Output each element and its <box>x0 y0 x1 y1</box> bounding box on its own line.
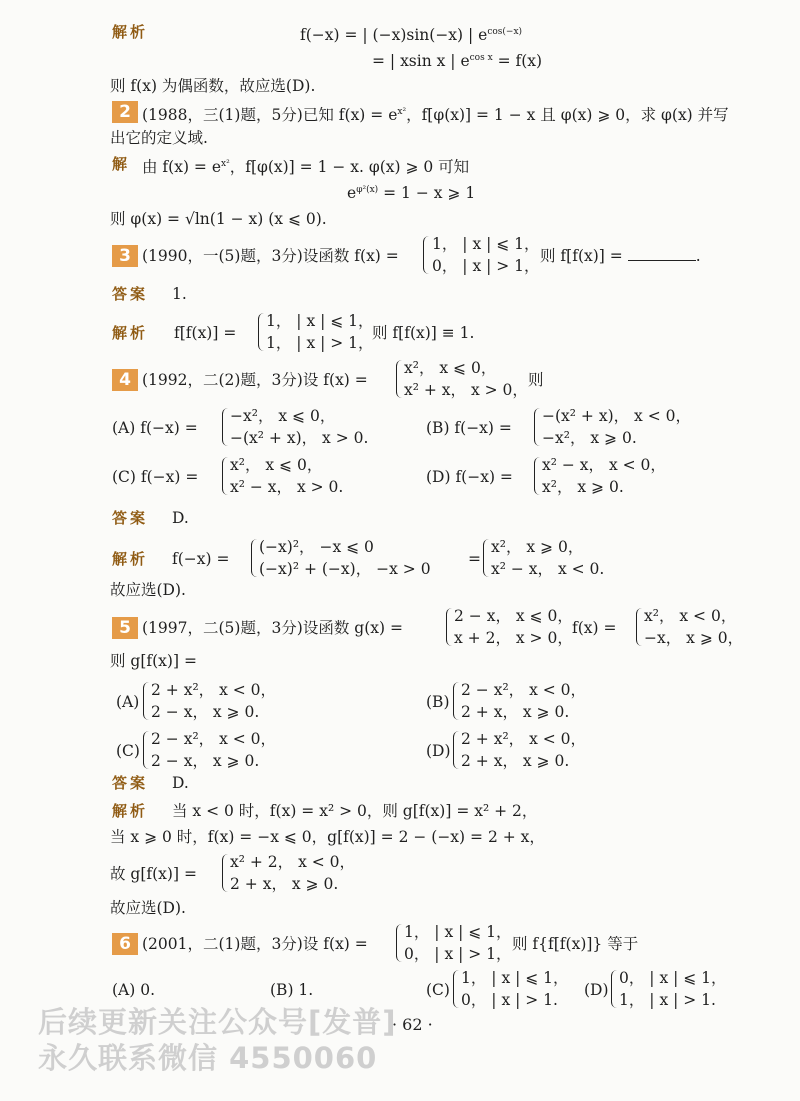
q5-option-c-case1: 2 − x²， x < 0， <box>151 730 277 748</box>
q3-ana-lhs: f[f(x)] = <box>174 324 237 342</box>
question-number-4: 4 <box>112 369 138 391</box>
q3-case2: 0， | x | > 1， <box>432 257 540 275</box>
q3-case1: 1， | x | ⩽ 1， <box>432 235 540 253</box>
watermark-line2: 永久联系微信 4550060 <box>38 1041 378 1075</box>
q5-ana-line1: 当 x < 0 时，f(x) = x² > 0，则 g[f(x)] = x² + 2， <box>172 802 538 820</box>
page-number: · 62 · <box>392 1015 433 1034</box>
q4-option-b-case2: −x²， x ⩾ 0. <box>542 429 637 447</box>
s1-eq2 <box>372 48 542 71</box>
analysis-tag: 解析 <box>112 802 149 820</box>
q4-option-b-case1: −(x² + x)， x < 0， <box>542 407 691 425</box>
q6-c-brace <box>453 970 460 1008</box>
s1-eq2-text: = | xsin x | e <box>372 52 470 71</box>
q5-c-brace <box>143 731 150 769</box>
q4-brace <box>396 360 403 398</box>
q3-ana-case2: 1， | x | > 1， <box>266 334 374 352</box>
q4-d-brace <box>534 457 541 495</box>
q6-d-brace <box>611 970 618 1008</box>
q6-tail: 则 f{f[f(x)]} 等于 <box>512 935 639 953</box>
q4-option-c-case2: x² − x， x > 0. <box>230 478 344 496</box>
q5-option-a-case1: 2 + x²， x < 0， <box>151 681 277 699</box>
analysis-tag: 解析 <box>112 324 149 342</box>
s1-eq2-end: = f(x) <box>492 52 543 71</box>
q5-option-b-case1: 2 − x²， x < 0， <box>461 681 587 699</box>
analysis-tag: 解析 <box>112 23 149 41</box>
q5-g-case2: x + 2， x > 0， <box>454 629 573 647</box>
q5-ana-line2: 当 x ⩾ 0 时，f(x) = −x ⩽ 0，g[f(x)] = 2 − (−x) = 2 + x， <box>110 828 545 846</box>
q4-a-brace <box>222 408 229 446</box>
q4-option-c-label: (C) f(−x) = <box>112 468 199 486</box>
q5-option-a-label: (A) <box>116 693 140 711</box>
q4-option-b-label: (B) f(−x) = <box>426 419 512 437</box>
answer-tag: 答案 <box>112 285 149 303</box>
q3-ana-tail: 则 f[f(x)] ≡ 1. <box>372 324 475 342</box>
q5-d-brace <box>453 731 460 769</box>
s1-eq2-sup: cos x <box>469 53 493 63</box>
q2-sol-line2 <box>347 180 475 203</box>
q5-option-d-label: (D) <box>426 742 451 760</box>
q2-sol1-text: 由 f(x) = e <box>142 158 222 177</box>
question-number-5: 5 <box>112 617 138 639</box>
q3-ana-case1: 1， | x | ⩽ 1， <box>266 312 374 330</box>
q5-option-a-case2: 2 − x， x ⩾ 0. <box>151 703 260 721</box>
s1-conclusion: 则 f(x) 为偶函数，故应选(D). <box>110 77 316 95</box>
q5-stem-line2: 则 g[f(x)] = <box>110 652 197 670</box>
q5-option-b-case2: 2 + x， x ⩾ 0. <box>461 703 570 721</box>
q4-b-brace <box>534 408 541 446</box>
s1-eq1-text: f(−x) = | (−x)sin(−x) | e <box>300 26 488 45</box>
q4-ana-brace-right <box>483 539 490 577</box>
q3-end: . <box>695 247 701 265</box>
q2-sol2-end: = 1 − x ⩾ 1 <box>378 184 476 203</box>
q5-f-label: f(x) = <box>572 619 617 637</box>
question-number-6: 6 <box>112 933 138 955</box>
q5-f-case2: −x， x ⩾ 0， <box>644 629 744 647</box>
q6-case2: 0， | x | > 1， <box>404 945 512 963</box>
q5-f-brace <box>636 608 643 646</box>
q2-stem-line2: 出它的定义域. <box>110 129 208 147</box>
s1-eq1 <box>300 22 522 45</box>
q6-brace <box>396 924 403 962</box>
q2-sol-line3: 则 φ(x) = √ln(1 − x) (x ⩽ 0). <box>110 210 327 228</box>
q4-c-brace <box>222 457 229 495</box>
q2-stem-line1 <box>142 102 729 125</box>
s1-eq1-sup: cos(−x) <box>487 27 523 37</box>
q6-option-d-case2: 1， | x | > 1. <box>619 991 716 1009</box>
q2-line1-text: (1988，三(1)题，5分)已知 f(x) = e <box>142 106 398 125</box>
q5-ana-case2: 2 + x， x ⩾ 0. <box>230 875 339 893</box>
q5-ana-case1: x² + 2， x < 0， <box>230 853 356 871</box>
question-number-2: 2 <box>112 101 138 123</box>
q3-brace <box>423 236 430 274</box>
answer-blank <box>628 246 696 261</box>
q4-conclusion: 故应选(D). <box>110 581 186 599</box>
answer-tag: 答案 <box>112 774 149 792</box>
q5-option-c-case2: 2 − x， x ⩾ 0. <box>151 752 260 770</box>
q4-option-a-label: (A) f(−x) = <box>112 419 198 437</box>
q2-line1-end: ，f[φ(x)] = 1 − x 且 φ(x) ⩾ 0，求 φ(x) 并写 <box>406 106 729 125</box>
q5-option-d-case1: 2 + x²， x < 0， <box>461 730 587 748</box>
solution-tag: 解 <box>112 155 131 173</box>
watermark-line1: 后续更新关注公众号[发普] <box>38 1005 397 1039</box>
analysis-tag: 解析 <box>112 550 149 568</box>
answer-tag: 答案 <box>112 509 149 527</box>
q6-option-c-case2: 0， | x | > 1. <box>461 991 558 1009</box>
q4-ana-equals: = <box>468 550 481 568</box>
q6-option-d-label: (D) <box>584 981 609 999</box>
q5-stem: (1997，二(5)题，3分)设函数 g(x) = <box>142 619 403 637</box>
q4-option-a-case1: −x²， x ⩽ 0， <box>230 407 336 425</box>
q6-option-a: (A) 0. <box>112 981 156 999</box>
q4-stem: (1992，二(2)题，3分)设 f(x) = <box>142 371 368 389</box>
q3-tail <box>540 246 701 266</box>
q3-stem: (1990，一(5)题，3分)设函数 f(x) = <box>142 247 399 265</box>
q3-tail-text: 则 f[f(x)] = <box>540 247 623 265</box>
q2-sol1-sup: x² <box>221 159 230 169</box>
q4-option-d-case2: x²， x ⩾ 0. <box>542 478 624 496</box>
q6-option-c-case1: 1， | x | ⩽ 1， <box>461 969 569 987</box>
q6-option-b: (B) 1. <box>270 981 314 999</box>
q5-option-d-case2: 2 + x， x ⩾ 0. <box>461 752 570 770</box>
q4-ana-result1: x²， x ⩾ 0， <box>491 538 584 556</box>
q4-ana-case2: (−x)² + (−x)， −x > 0 <box>259 560 431 578</box>
q5-option-b-label: (B) <box>426 693 450 711</box>
q4-ana-case1: (−x)²， −x ⩽ 0 <box>259 538 374 556</box>
q2-sol1-end: ，f[φ(x)] = 1 − x. φ(x) ⩾ 0 可知 <box>229 158 470 177</box>
q4-ana-brace <box>251 539 258 577</box>
q4-case1: x²， x ⩽ 0， <box>404 359 497 377</box>
q5-ana-brace <box>222 854 229 892</box>
q6-option-c-label: (C) <box>426 981 450 999</box>
q5-b-brace <box>453 682 460 720</box>
question-number-3: 3 <box>112 245 138 267</box>
q5-g-case1: 2 − x， x ⩽ 0， <box>454 607 573 625</box>
q6-stem: (2001，二(1)题，3分)设 f(x) = <box>142 935 368 953</box>
q4-option-d-label: (D) f(−x) = <box>426 468 513 486</box>
q5-g-brace <box>446 608 453 646</box>
q5-answer: D. <box>172 774 189 792</box>
q5-ana-line3: 故 g[f(x)] = <box>110 865 197 883</box>
q2-sol-line1 <box>142 154 469 177</box>
q6-option-d-case1: 0， | x | ⩽ 1， <box>619 969 727 987</box>
q4-case2: x² + x， x > 0， <box>404 381 528 399</box>
q2-sol2-sup: φ²(x) <box>356 185 379 195</box>
q4-answer: D. <box>172 509 189 527</box>
q4-ana-lhs: f(−x) = <box>172 550 230 568</box>
q2-line1-sup: x² <box>397 107 407 117</box>
q6-case1: 1， | x | ⩽ 1， <box>404 923 512 941</box>
q4-tail: 则 <box>528 371 544 389</box>
q2-sol2-text: e <box>347 184 357 203</box>
q5-f-case1: x²， x < 0， <box>644 607 737 625</box>
q4-ana-result2: x² − x， x < 0. <box>491 560 605 578</box>
q4-option-a-case2: −(x² + x)， x > 0. <box>230 429 369 447</box>
q4-option-c-case1: x²， x ⩽ 0， <box>230 456 323 474</box>
q5-option-c-label: (C) <box>116 742 140 760</box>
q5-conclusion: 故应选(D). <box>110 899 186 917</box>
q3-answer: 1. <box>172 285 187 303</box>
q3-ana-brace <box>258 313 265 351</box>
q5-a-brace <box>143 682 150 720</box>
q4-option-d-case1: x² − x， x < 0， <box>542 456 666 474</box>
